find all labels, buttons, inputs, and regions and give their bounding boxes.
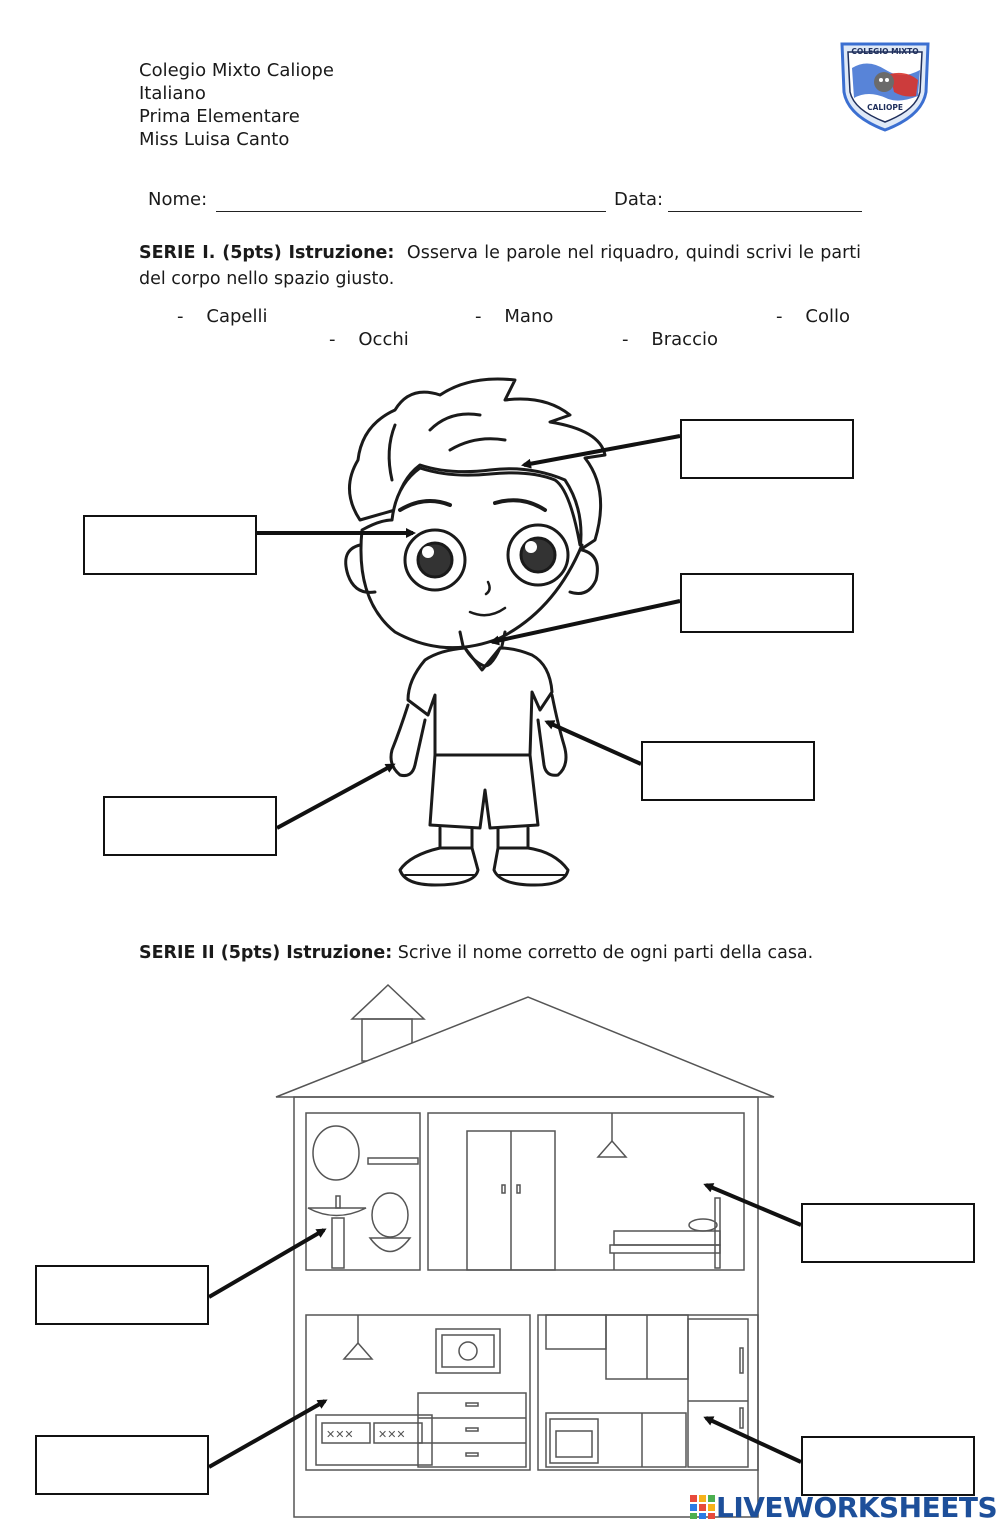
logo-text-bottom: CALIOPE	[867, 103, 903, 112]
word-collo: Collo	[805, 306, 850, 327]
arrow-arm	[547, 722, 641, 764]
arrow-hair	[524, 436, 680, 465]
word-capelli: Capelli	[206, 306, 268, 327]
logo-text-top: COLEGIO MIXTO	[851, 47, 919, 56]
date-label: Data:	[614, 189, 664, 210]
school-name: Colegio Mixto Caliope	[139, 60, 334, 81]
serie2-arrows	[0, 1100, 1000, 1529]
word-item: - Capelli	[177, 306, 268, 327]
word-occhi: Occhi	[358, 329, 409, 350]
svg-text:✕✕✕: ✕✕✕	[378, 1428, 406, 1441]
arrow-kitchen	[706, 1418, 801, 1462]
arrow-bathroom	[209, 1230, 324, 1297]
teacher: Miss Luisa Canto	[139, 129, 290, 150]
subject: Italiano	[139, 83, 206, 104]
arrow-living-room	[209, 1401, 325, 1467]
serie1-title: SERIE I. (5pts) Istruzione:	[139, 243, 395, 263]
word-item: - Occhi	[329, 329, 409, 350]
word-item: - Mano	[475, 306, 554, 327]
serie2-instruction: Scrive il nome corretto de ogni parti della casa.	[397, 943, 814, 963]
name-label: Nome:	[148, 189, 208, 210]
word-item: - Collo	[776, 306, 850, 327]
word-mano: Mano	[504, 306, 554, 327]
word-braccio: Braccio	[651, 329, 718, 350]
grade: Prima Elementare	[139, 106, 300, 127]
serie2-title: SERIE II (5pts) Istruzione:	[139, 943, 393, 963]
arrow-hand	[277, 765, 393, 828]
arrow-neck	[492, 601, 680, 642]
serie1-instruction: Osserva le parole nel riquadro, quindi scrivi le parti del corpo nello spazio giusto.	[139, 243, 861, 289]
svg-text:✕✕✕: ✕✕✕	[326, 1428, 354, 1441]
liveworksheets-brand: LIVEWORKSHEETS	[716, 1490, 998, 1524]
liveworksheets-logo	[690, 1490, 997, 1524]
serie2-instruction-block	[139, 940, 861, 966]
liveworksheets-grid-icon	[690, 1495, 716, 1519]
word-item: - Braccio	[622, 329, 718, 350]
arrow-bedroom	[706, 1185, 801, 1225]
